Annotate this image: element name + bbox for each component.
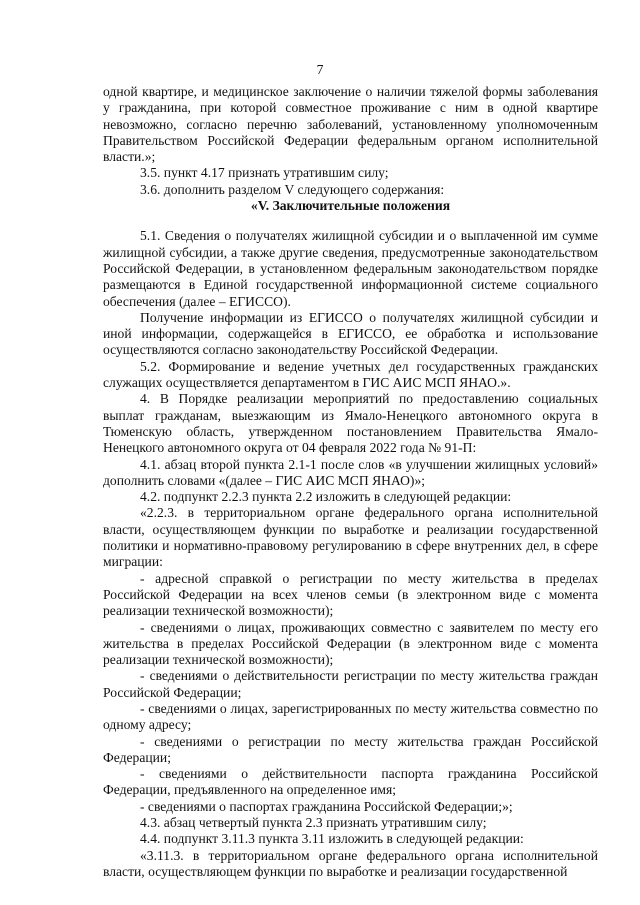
section-heading: «V. Заключительные положения — [250, 198, 451, 214]
paragraph: 3.5. пункт 4.17 признать утратившим силу; — [140, 165, 389, 181]
paragraph: 3.6. дополнить разделом V следующего содержания: — [140, 181, 445, 197]
list-item: - сведениями о действительности паспорта гражданина Российской Федерации, предъявленного на определенное имя; — [103, 766, 598, 798]
paragraph: Получение информации из ЕГИССО о получателях жилищной субсидии и иной информации, содержащейся в ЕГИССО, ее обработка и использование осуществляются согласно законодательству Российской Федерации. — [103, 309, 598, 358]
paragraph: 4.4. подпункт 3.11.3 пункта 3.11 изложить в следующей редакции: — [140, 831, 524, 847]
paragraph: 5.2. Формирование и ведение учетных дел государственных гражданских служащих осуществляется департаментом в ГИС АИС МСП ЯНАО.». — [103, 358, 598, 391]
paragraph: 4.3. абзац четвертый пункта 2.3 признать утратившим силу; — [140, 815, 487, 831]
paragraph: одной квартире, и медицинское заключение о наличии тяжелой формы заболевания у гражданина, при которой совместное проживание с ним в одной квартире невозможно, согласно перечню заболеваний, установленному уполномоченным Правительством Российской Федерации федеральным органом исполнительной власти.»; — [103, 84, 598, 165]
list-item: - сведениями о регистрации по месту жительства граждан Российской Федерации; — [103, 733, 598, 765]
paragraph: 5.1. Сведения о получателях жилищной субсидии и о выплаченной им сумме жилищной субсидии, а также другие сведения, предусмотренные законодательством Российской Федерации, в установленном федеральным законодательством порядке размещаются в Единой государственной информационной системе социального обеспечения (далее – ЕГИССО). — [103, 228, 598, 309]
list-item: - сведениями о паспортах гражданина Российской Федерации;»; — [140, 798, 513, 814]
paragraph: «2.2.3. в территориальном органе федерального органа исполнительной власти, осуществляющем функции по выработке и реализации государственной политики и нормативно-правовому регулированию в сфере внутренних дел, в сфере миграции: — [103, 505, 598, 570]
list-item: - адресной справкой о регистрации по месту жительства в пределах Российской Федерации на всех членов семьи (в электронном виде с момента реализации технической возможности); — [103, 570, 598, 619]
paragraph: 4. В Порядке реализации мероприятий по предоставлению социальных выплат гражданам, выезжающим из Ямало-Ненецкого автономного округа в Тюменскую область, утвержденном постановлением Правительства Ямало-Ненецкого автономного округа от 04 февраля 2022 года № 91-П: — [103, 391, 598, 456]
list-item: - сведениями о лицах, проживающих совместно с заявителем по месту его жительства в пределах Российской Федерации (в электронном виде с момента реализации технической возможности); — [103, 619, 598, 668]
spacer — [103, 214, 598, 228]
list-item: - сведениями о лицах, зарегистрированных по месту жительства совместно по одному адресу; — [103, 700, 598, 733]
paragraph: 4.2. подпункт 2.2.3 пункта 2.2 изложить в следующей редакции: — [140, 489, 512, 505]
document-body — [103, 84, 598, 880]
paragraph: 4.1. абзац второй пункта 2.1-1 после слов «в улучшении жилищных условий» дополнить словами «(далее – ГИС АИС МСП ЯНАО)»; — [103, 456, 598, 488]
list-item: - сведениями о действительности регистрации по месту жительства граждан Российской Федерации; — [103, 668, 598, 700]
page-number: 7 — [316, 62, 324, 77]
paragraph: «3.11.3. в территориальном органе федерального органа исполнительной власти, осуществляющем функции по выработке и реализации государственной — [103, 847, 598, 879]
